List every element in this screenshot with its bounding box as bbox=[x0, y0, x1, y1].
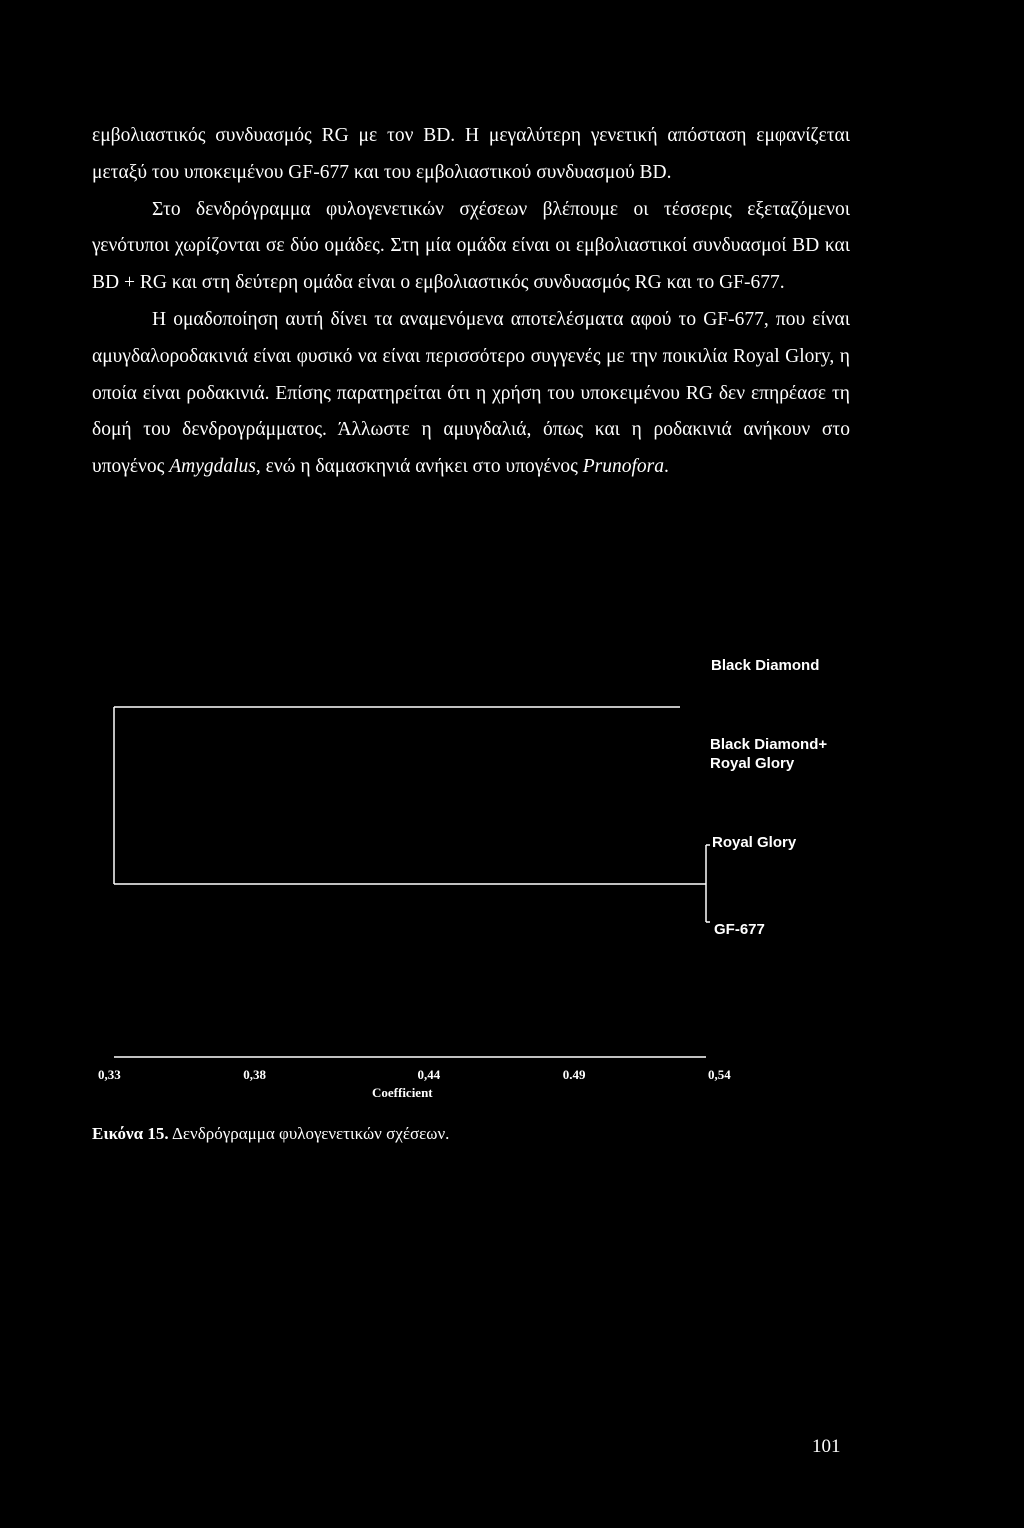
paragraph-1: εμβολιαστικός συνδυασμός RG με τον BD. Η μεγαλύτερη γενετική απόσταση εμφανίζεται μεταξύ του υποκειμένου GF-677 και του εμβολιαστικού συνδυασμού BD. bbox=[92, 125, 850, 183]
leaf-bd-rg-line1: Black Diamond+ bbox=[710, 736, 828, 753]
coefficient-ticks bbox=[98, 1067, 731, 1082]
paragraph-3-mid: , ενώ η δαμασκηνιά ανήκει στο υπογένος bbox=[255, 456, 583, 478]
dendrogram-branches bbox=[114, 707, 710, 1057]
tick-label: 0,44 bbox=[417, 1067, 441, 1082]
paragraph-3-start: Η ομαδοποίηση αυτή δίνει τα αναμενόμενα αποτελέσματα αφού το GF-677, που είναι αμυγδαλοροδακινιά είναι φυσικό να είναι περισσότερο συγγενές με την ποικιλία Royal Glory, η οποία είναι ροδακινιά. Επίσης παρατηρείται ότι η χρήση του υποκειμένου RG δεν επηρέασε τη δομή του δενδρογράμματος. Άλλωστε η αμυγδαλιά, όπως και η ροδακινιά ανήκουν στο υπογένος bbox=[92, 308, 850, 478]
genus-prunofora: Prunofora bbox=[582, 456, 665, 478]
leaf-black-diamond: Black Diamond bbox=[711, 657, 820, 674]
leaf-royal-glory: Royal Glory bbox=[712, 834, 797, 851]
tick-label: 0,54 bbox=[708, 1067, 731, 1082]
leaf-bd-rg-line2: Royal Glory bbox=[710, 755, 795, 772]
page-number: 101 bbox=[812, 1436, 841, 1457]
figure-caption bbox=[92, 1124, 449, 1144]
genus-amygdalus: Amygdalus bbox=[169, 456, 256, 478]
leaf-gf677: GF-677 bbox=[714, 921, 765, 938]
figure-caption-text: Δενδρόγραμμα φυλογενετικών σχέσεων. bbox=[168, 1124, 450, 1143]
tick-label: 0,38 bbox=[243, 1067, 266, 1082]
tick-label: 0,33 bbox=[98, 1067, 121, 1082]
figure-caption-label: Εικόνα 15. bbox=[92, 1124, 169, 1143]
axis-label-coefficient: Coefficient bbox=[372, 1085, 433, 1100]
tick-label: 0.49 bbox=[562, 1067, 586, 1082]
paragraph-3-end: . bbox=[664, 456, 669, 478]
paragraph-2: Στο δενδρόγραμμα φυλογενετικών σχέσεων βλέπουμε οι τέσσερις εξεταζόμενοι γενότυποι χωρίζονται σε δύο ομάδες. Στη μία ομάδα είναι οι εμβολιαστικοί συνδυασμοί BD και BD + RG και στη δεύτερη ομάδα είναι ο εμβολιαστικός συνδυασμός RG και το GF-677. bbox=[92, 198, 850, 294]
